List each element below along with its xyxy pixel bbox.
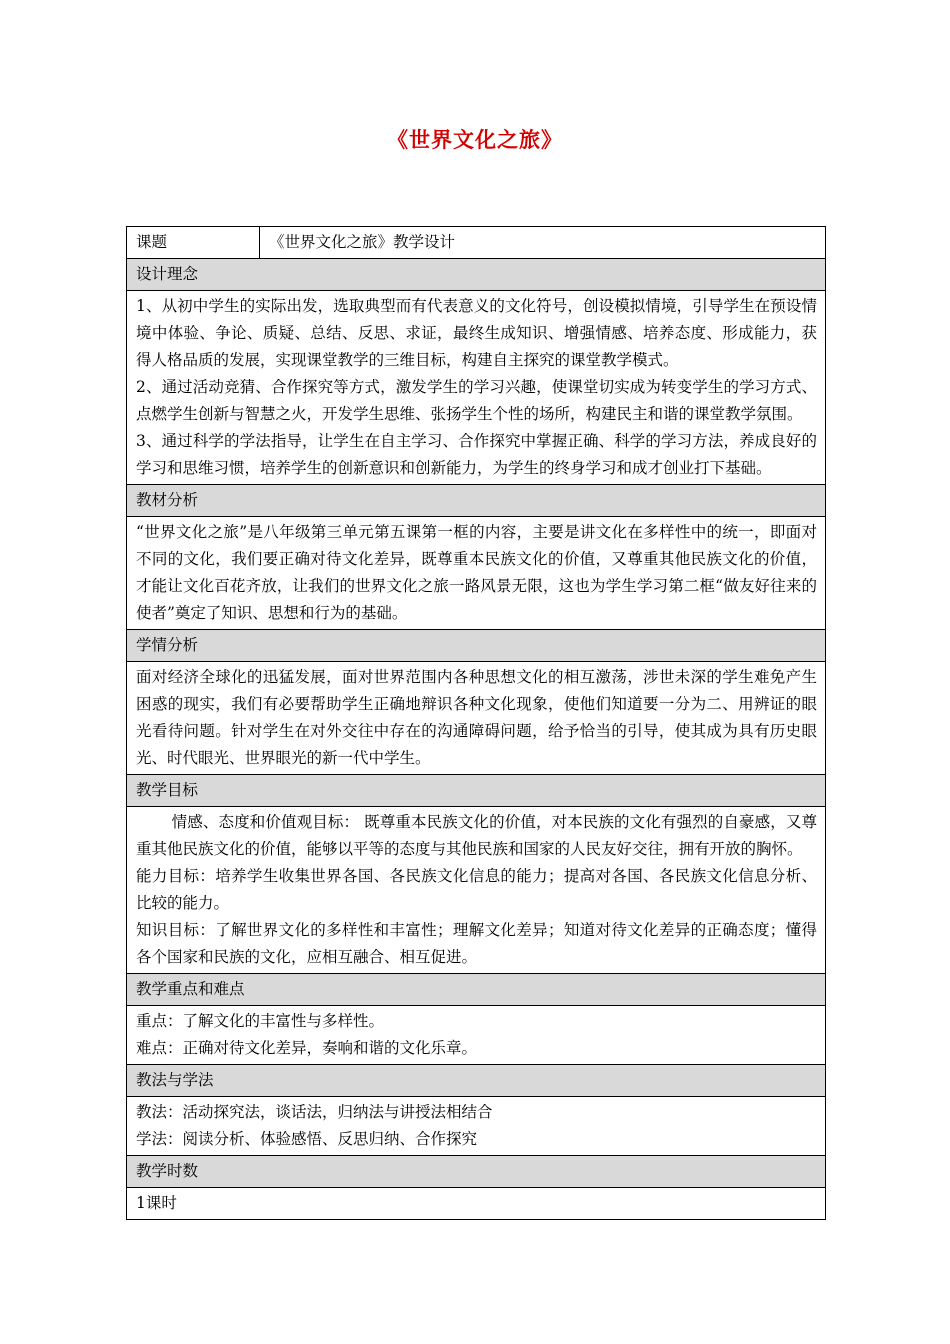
topic-label: 课题 bbox=[127, 227, 260, 259]
document-title: 《世界文化之旅》 bbox=[387, 128, 563, 152]
goals-paragraph: 情感、态度和价值观目标： 既尊重本民族文化的价值，对本民族的文化有强烈的自豪感，又尊重其他民族文化的价值，能够以平等的态度与其他民族和国家的人民友好交往，拥有开放的胸怀。 bbox=[136, 813, 817, 858]
hours-content bbox=[127, 1188, 826, 1220]
topic-value: 《世界文化之旅》教学设计 bbox=[260, 227, 826, 259]
students-paragraph: 面对经济全球化的迅猛发展，面对世界范围内各种思想文化的相互激荡，涉世未深的学生难免产生困惑的现实，我们有必要帮助学生正确地辩识各种文化现象，使他们知道要一分为二、用辨证的眼光看待问题。针对学生在对外交往中存在的沟通障碍问题，给予恰当的引导，使其成为具有历史眼光、时代眼光、世界眼光的新一代中学生。 bbox=[136, 668, 817, 767]
keypoints-paragraph: 重点：了解文化的丰富性与多样性。 bbox=[136, 1012, 385, 1030]
hours-paragraph: 1课时 bbox=[136, 1194, 177, 1212]
materials-heading: 教材分析 bbox=[127, 485, 826, 517]
goals-heading: 教学目标 bbox=[127, 775, 826, 807]
keypoints-paragraph: 难点：正确对待文化差异，奏响和谐的文化乐章。 bbox=[136, 1039, 478, 1057]
materials-content bbox=[127, 517, 826, 630]
hours-heading: 教学时数 bbox=[127, 1156, 826, 1188]
design-paragraph: 3、通过科学的学法指导，让学生在自主学习、合作探究中掌握正确、科学的学习方法，养成良好的学习和思维习惯，培养学生的创新意识和创新能力，为学生的终身学习和成才创业打下基础。 bbox=[136, 432, 817, 477]
materials-paragraph: “世界文化之旅”是八年级第三单元第五课第一框的内容，主要是讲文化在多样性中的统一，即面对不同的文化，我们要正确对待文化差异，既尊重本民族文化的价值，又尊重其他民族文化的价值，才能让文化百花齐放，让我们的世界文化之旅一路风景无限，这也为学生学习第二框“做友好往来的使者”奠定了知识、思想和行为的基础。 bbox=[136, 523, 817, 622]
keypoints-heading: 教学重点和难点 bbox=[127, 974, 826, 1006]
design-heading: 设计理念 bbox=[127, 259, 826, 291]
goals-content bbox=[127, 807, 826, 974]
topic-row bbox=[127, 227, 826, 259]
goals-paragraph: 知识目标：了解世界文化的多样性和丰富性；理解文化差异；知道对待文化差异的正确态度；懂得各个国家和民族的文化，应相互融合、相互促进。 bbox=[136, 921, 817, 966]
methods-paragraph: 教法：活动探究法，谈话法，归纳法与讲授法相结合 bbox=[136, 1103, 493, 1121]
design-paragraph: 2、通过活动竞猜、合作探究等方式，激发学生的学习兴趣，使课堂切实成为转变学生的学习方式、点燃学生创新与智慧之火，开发学生思维、张扬学生个性的场所，构建民主和谐的课堂教学氛围。 bbox=[136, 378, 817, 423]
methods-paragraph: 学法：阅读分析、体验感悟、反思归纳、合作探究 bbox=[136, 1130, 478, 1148]
design-paragraph: 1、从初中学生的实际出发，选取典型而有代表意义的文化符号，创设模拟情境，引导学生在预设情境中体验、争论、质疑、总结、反思、求证，最终生成知识、增强情感、培养态度、形成能力，获得人格品质的发展，实现课堂教学的三维目标，构建自主探究的课堂教学模式。 bbox=[136, 297, 817, 369]
methods-heading: 教法与学法 bbox=[127, 1065, 826, 1097]
lesson-plan-table bbox=[126, 226, 826, 1220]
keypoints-content bbox=[127, 1006, 826, 1065]
design-content bbox=[127, 291, 826, 485]
students-heading: 学情分析 bbox=[127, 630, 826, 662]
students-content bbox=[127, 662, 826, 775]
goals-paragraph: 能力目标：培养学生收集世界各国、各民族文化信息的能力；提高对各国、各民族文化信息分析、比较的能力。 bbox=[136, 867, 817, 912]
methods-content bbox=[127, 1097, 826, 1156]
